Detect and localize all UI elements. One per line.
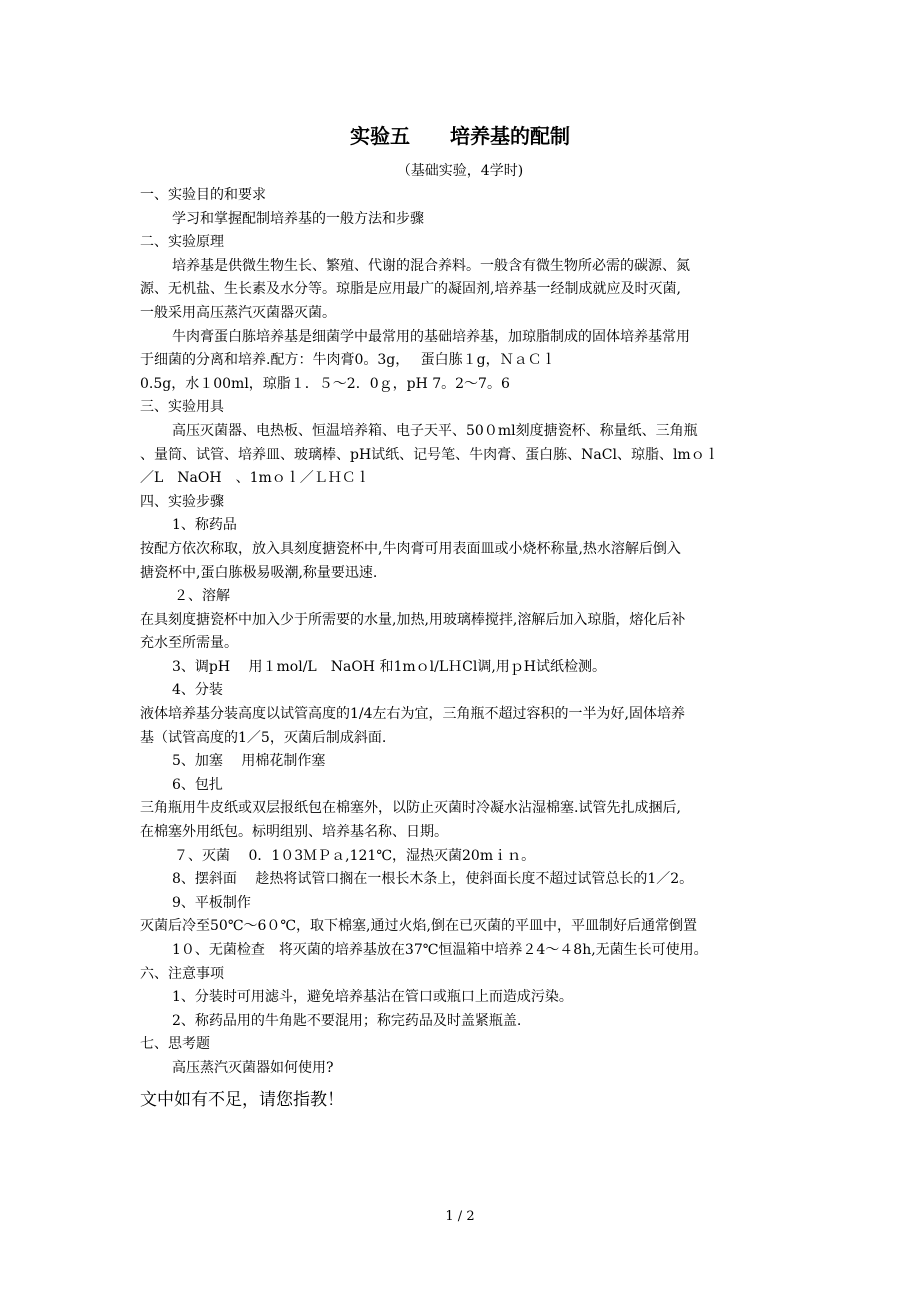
paragraph-line: 牛肉膏蛋白胨培养基是细菌学中最常用的基础培养基，加琼脂制成的固体培养基常用: [172, 328, 690, 345]
step-heading: ２、溶解: [174, 588, 230, 605]
paragraph-line: 在棉塞外用纸包。标明组别、培养基名称、日期。: [140, 824, 448, 841]
paragraph-line: 液体培养基分装高度以试管高度的1/4左右为宜，三角瓶不超过容积的一半为好,固体培养: [140, 706, 685, 723]
paragraph-line: 于细菌的分离和培养.配方：牛肉膏0。3g， 蛋白胨１g，ＮａＣｌ: [140, 352, 556, 369]
page-title: 实验五 培养基的配制: [350, 124, 570, 148]
paragraph-line: 0.5g，水１00ml，琼脂１．５～2．0ｇ，pH 7。2～7。6: [140, 375, 510, 392]
step-heading: 5、加塞 用棉花制作塞: [172, 753, 326, 770]
paragraph-line: 基（试管高度的1／5，灭菌后制成斜面.: [140, 729, 387, 746]
section-heading: 二、实验原理: [140, 234, 224, 251]
paragraph-line: 在具刻度搪瓷杯中加入少于所需要的水量,加热,用玻璃棒搅拌,溶解后加入琼脂，熔化后补: [140, 611, 686, 628]
page-subtitle: （基础实验，4学时): [396, 163, 524, 179]
section-heading: 三、实验用具: [140, 399, 224, 416]
step-heading: 1、称药品: [172, 517, 237, 534]
section-heading: 一、实验目的和要求: [140, 187, 266, 203]
closing-note: 文中如有不足，请您指教！: [140, 1089, 344, 1110]
section-heading: 四、实验步骤: [140, 493, 224, 510]
paragraph-line: 灭菌后冷至50℃～6０℃，取下棉塞,通过火焰,倒在已灭菌的平皿中，平皿制好后通常倒置: [140, 918, 697, 935]
step-heading: 9、平板制作: [172, 894, 251, 911]
paragraph-line: 培养基是供微生物生长、繁殖、代谢的混合养料。一般含有微生物所必需的碳源、氮: [172, 257, 690, 274]
paragraph-line: 2、称药品用的牛角匙不要混用；称完药品及时盖紧瓶盖.: [172, 1012, 522, 1029]
paragraph-line: 三角瓶用牛皮纸或双层报纸包在棉塞外，以防止灭菌时冷凝水沾湿棉塞.试管先扎成捆后,: [140, 800, 681, 817]
document-body: [140, 184, 785, 1113]
paragraph-line: 、量筒、试管、培养皿、玻璃棒、pH试纸、记号笔、牛肉膏、蛋白胨、NaCl、琼脂、lmｏｌ: [140, 446, 719, 463]
paragraph-line: 高压灭菌器、电热板、恒温培养箱、电子天平、50０ml刻度搪瓷杯、称量纸、三角瓶: [172, 422, 698, 439]
paragraph-line: ／L NaOH 、1mｏｌ／ＬＨＣｌ: [140, 470, 370, 487]
paragraph-line: 按配方依次称取，放入具刻度搪瓷杯中,牛肉膏可用表面皿或小烧杯称量,热水溶解后倒入: [140, 540, 681, 557]
paragraph-line: 1、分装时可用滤斗，避免培养基沾在管口或瓶口上而造成污染。: [172, 989, 573, 1006]
step-heading: 6、包扎: [172, 776, 223, 793]
step-heading: ７、灭菌 0．1０3ＭＰａ,121℃，湿热灭菌20mｉｎ。: [174, 847, 536, 864]
paragraph-line: 学习和掌握配制培养基的一般方法和步骤: [172, 210, 424, 227]
section-heading: 六、注意事项: [140, 965, 224, 982]
paragraph-line: 高压蒸汽灭菌器如何使用?: [172, 1059, 334, 1076]
step-heading: 8、摆斜面 趁热将试管口搁在一根长木条上，使斜面长度不超过试管总长的1／2。: [172, 871, 694, 888]
paragraph-line: 一般采用高压蒸汽灭菌器灭菌。: [140, 304, 336, 321]
paragraph-line: 搪瓷杯中,蛋白胨极易吸潮,称量要迅速.: [140, 564, 378, 581]
step-heading: 3、调pH 用１mol/L NaOH 和1mｏl/LＨCl调,用ｐH试纸检测。: [172, 658, 606, 675]
paragraph-line: 充水至所需量。: [140, 635, 238, 652]
section-heading: 七、思考题: [140, 1036, 210, 1053]
step-heading: 4、分装: [172, 682, 223, 699]
page-number: 1 / 2: [445, 1209, 475, 1224]
paragraph-line: 源、无机盐、生长素及水分等。琼脂是应用最广的凝固剂,培养基一经制成就应及时灭菌,: [140, 281, 681, 298]
step-heading: 1０、无菌检查 将灭菌的培养基放在37℃恒温箱中培养２4～４8h,无菌生长可使用。: [172, 942, 708, 958]
